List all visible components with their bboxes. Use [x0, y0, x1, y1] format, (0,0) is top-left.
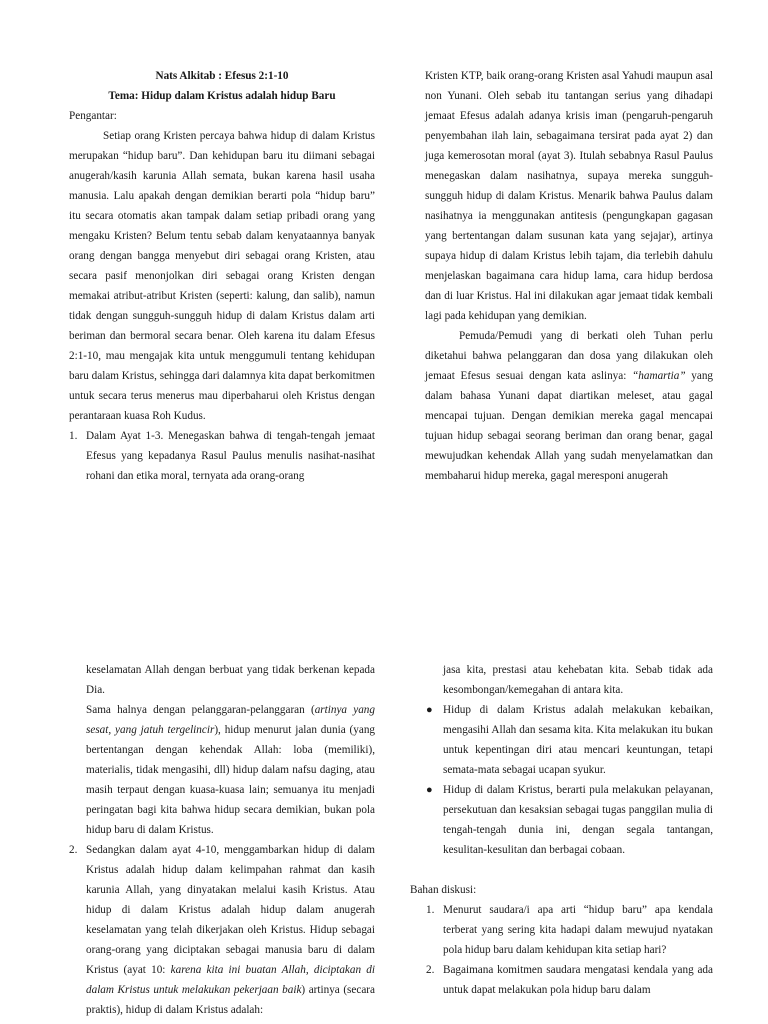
paragraph-continuation: keselamatan Allah dengan berbuat yang tidak berkenan kepada Dia. — [86, 664, 375, 696]
document-theme: Tema: Hidup dalam Kristus adalah hidup Baru — [108, 90, 336, 102]
bullet-icon: ● — [426, 784, 433, 796]
column-bottom-right — [410, 660, 713, 1000]
text-span: ), hidup menurut jalan dunia (yang bertentangan dengan kehendak Allah: loba (memiliki), materialis, tidak mengasihi, dll) hidup dalam nafsu daging, atau masih terpaut dengan kuasa-kuasa lain; semuanya itu menjadi peringatan bagi kita bahwa hidup secara demikian, bukan pola hidup baru di dalam Kristus. — [86, 724, 376, 836]
bullet-text: Hidup di dalam Kristus adalah melakukan kebaikan, mengasihi Allah dan sesama kita. Kita melakukan itu bukan untuk kepentingan diri atau mencari keuntungan, tetapi semata-mata sebagai ucapan syukur. — [443, 704, 713, 776]
question-item-2 — [410, 960, 713, 1000]
italic-phrase: artinya yang sesat, yang jatuh tergelincir — [86, 704, 375, 736]
paragraph-pelanggaran — [69, 700, 375, 840]
question-text: Bagaimana komitmen saudara mengatasi kendala yang ada untuk dapat melakukan pola hidup baru dalam — [443, 964, 713, 996]
text-span: yang dalam bahasa Yunani dapat diartikan meleset, atau gagal mencapai tujuan. Dengan demikian mereka gagal mencapai tujuan hidup sebagai seorang beriman dan orang benar, gagal mewujudkan kehendak Allah yang sudah menyelamatkan dan membaharui hidup mereka, gagal meresponi anugerah — [425, 370, 714, 482]
pengantar-label: Pengantar: — [69, 110, 117, 122]
question-number: 1. — [426, 904, 435, 916]
list-item-1 — [69, 426, 375, 486]
text-span: Sama halnya dengan pelanggaran-pelanggaran ( — [86, 704, 315, 716]
column-top-right — [425, 66, 713, 486]
document-title: Nats Alkitab : Efesus 2:1-10 — [155, 70, 289, 82]
spacer — [410, 860, 713, 880]
paragraph-krisis-iman: Kristen KTP, baik orang-orang Kristen asal Yahudi maupun asal non Yunani. Oleh sebab itu tantangan serius yang dihadapi jemaat Efesus adalah adanya krisis iman (pengaruh-pengaruh penyembahan ilah lain, sebagaimana tersirat pada ayat 2) dan juga kemerosotan moral (ayat 3). Itulah sebabnya Rasul Paulus menegaskan dalam nasihatnya, supaya mereka sungguh-sungguh hidup di dalam Kristus. Menarik bahwa Paulus dalam nasihatnya ia menggunakan antitesis (pengungkapan gagasan yang bertentangan dalam susunan kata yang sejajar), artinya supaya hidup di dalam Kristus lebih tajam, dia terlebih dahulu menjelaskan bagaimana cara hidup lama, cara hidup berdosa dan di luar Kristus. Hal ini dilakukan agar jemaat tidak kembali lagi pada kehidupan yang demikian. — [425, 70, 713, 322]
italic-quote: karena kita ini buatan Allah, diciptakan di dalam Kristus untuk melakukan pekerjaan baik — [86, 964, 376, 996]
list-text — [86, 840, 375, 1020]
question-number: 2. — [426, 964, 435, 976]
bullet-icon: ● — [426, 704, 433, 716]
question-item-1 — [410, 900, 713, 960]
italic-term: “hamartia” — [632, 370, 686, 382]
column-top-left — [69, 66, 375, 486]
bullet-item — [410, 700, 713, 780]
list-item-2 — [69, 840, 375, 1020]
paragraph-continuation: jasa kita, prestasi atau kehebatan kita. Sebab tidak ada kesombongan/kemegahan di antara kita. — [443, 664, 713, 696]
bullet-item — [410, 780, 713, 860]
bullet-text: Hidup di dalam Kristus, berarti pula melakukan pelayanan, persekutuan dan kesaksian sebagai tugas panggilan mulia di tengah-tengah dunia ini, dengan segala tantangan, kesulitan-kesulitan dan berbagai cobaan. — [443, 784, 713, 856]
question-text: Menurut saudara/i apa arti “hidup baru” apa kendala terberat yang sering kita hadapi dalam mewujud nyatakan pola hidup baru dalam kehidupan kita setiap hari? — [443, 904, 713, 956]
paragraph-hamartia — [425, 326, 713, 486]
text-span: Pemuda/Pemudi yang di berkati oleh Tuhan perlu diketahui bahwa pelanggaran dan dosa yang dilakukan oleh jemaat Efesus sesuai dengan kata aslinya: — [425, 330, 713, 382]
list-number: 1. — [69, 430, 78, 442]
intro-paragraph: Setiap orang Kristen percaya bahwa hidup di dalam Kristus merupakan “hidup baru”. Dan kehidupan baru itu diimani sebagai anugerah/kasih karunia Allah semata, bukan karena hasil usaha manusia. Lalu apakah dengan demikian berarti pola “hidup baru” itu secara otomatis akan tampak dalam setiap pribadi orang yang mengaku Kristen? Belum tentu sebab dalam kenyataannya banyak orang dengan bangga menyebut diri sebagai orang Kristen, atau secara pasif menonjolkan diri sebagai orang Kristen dengan memakai atribut-atribut Kristen (seperti: kalung, dan salib), namun tidak dengan sungguh-sungguh hidup di dalam Kristus dalam arti beriman dan bermoral secara benar. Oleh karena itu dalam Efesus 2:1-10, mau mengajak kita untuk menggumuli tentang kehidupan baru dalam Kristus, sehingga dari dalamnya kita dapat berkomitmen untuk secara terus menerus mau diperbaharui oleh Kristus dengan perantaraan kuasa Roh Kudus. — [69, 130, 376, 422]
list-text: Dalam Ayat 1-3. Menegaskan bahwa di tengah-tengah jemaat Efesus yang kepadanya Rasul Paulus menulis nasihat-nasihat rohani dan etika moral, ternyata ada orang-orang — [86, 430, 375, 482]
diskusi-label: Bahan diskusi: — [410, 884, 477, 896]
list-number: 2. — [69, 844, 78, 856]
column-bottom-left — [69, 660, 375, 1020]
text-span: Sedangkan dalam ayat 4-10, menggambarkan hidup di dalam Kristus adalah hidup dalam kelimpahan rahmat dan kasih karunia Allah, yang dinyatakan melalui kasih Kristus. Atau hidup di dalam Kristus adalah hidup dalam anugerah keselamatan yang telah dikerjakan oleh Kristus. Hidup sebagai orang-orang yang diciptakan sebagai manusia baru di dalam Kristus (ayat 10: — [86, 844, 375, 976]
text-span: ) artinya (secara praktis), hidup di dalam Kristus adalah: — [86, 984, 375, 1016]
